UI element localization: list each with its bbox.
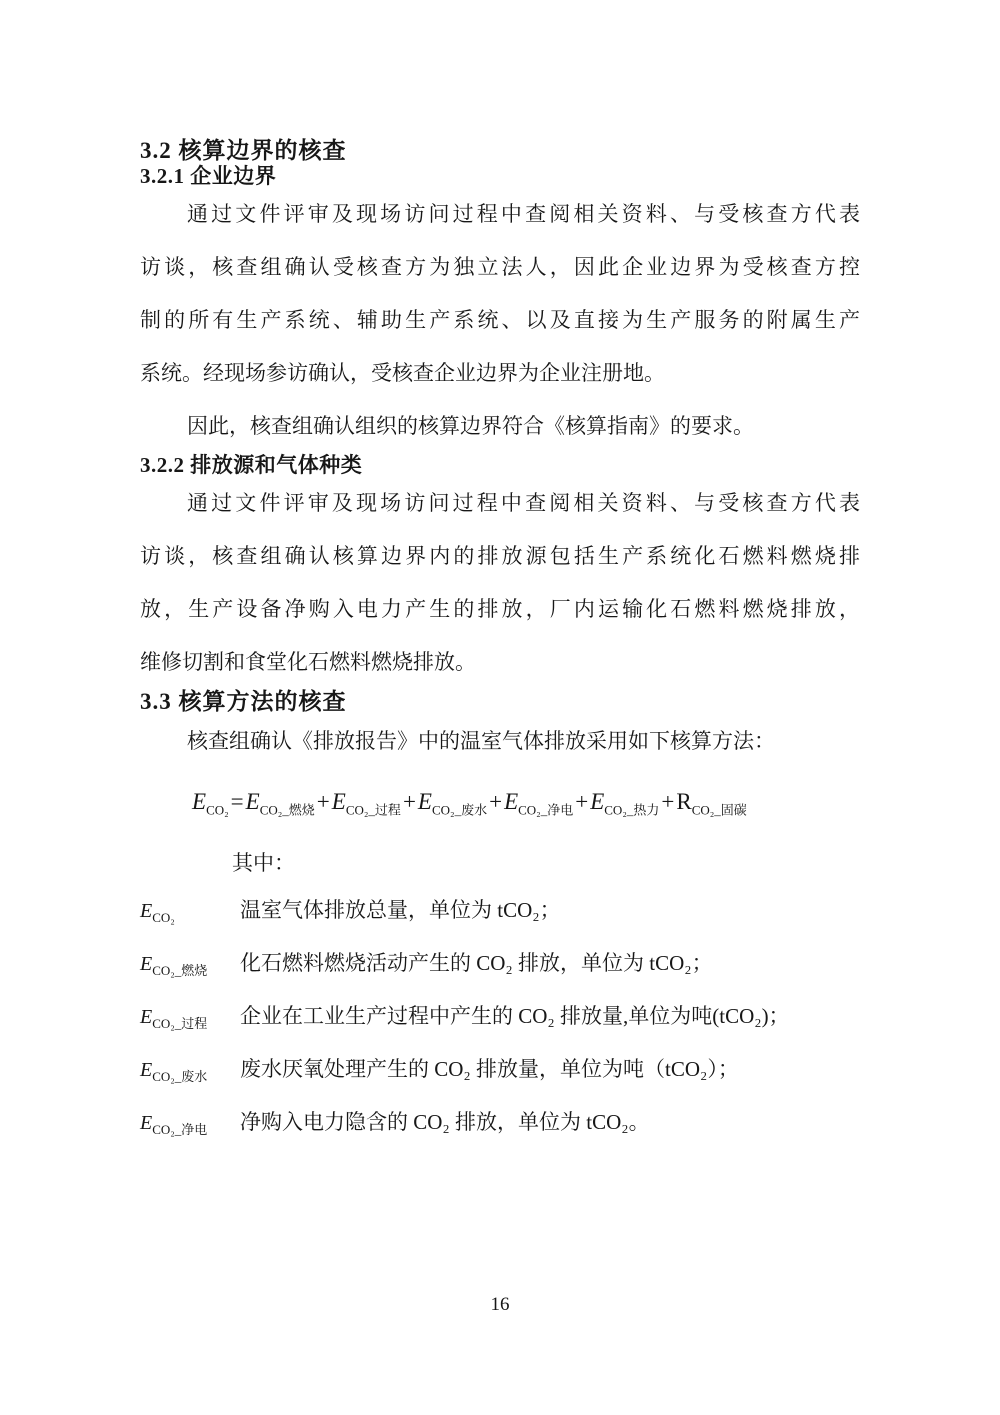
definition-row bbox=[140, 1043, 860, 1096]
definition-text: 废水厌氧处理产生的 CO₂ 排放量，单位为吨（tCO₂）； bbox=[240, 1056, 739, 1081]
symbol-subscript: CO₂_燃烧 bbox=[152, 962, 208, 978]
symbol-base: E bbox=[140, 899, 153, 922]
formula-subscript: CO₂_热力 bbox=[604, 802, 660, 818]
formula-subscript: CO₂ bbox=[206, 802, 229, 818]
text-line: 维修切割和食堂化石燃料燃烧排放。 bbox=[140, 650, 476, 674]
formula-symbol: E bbox=[331, 789, 346, 814]
heading-3-3: 3.3 核算方法的核查 bbox=[140, 689, 347, 714]
formula-term bbox=[401, 789, 488, 818]
formula-operator: + bbox=[316, 789, 330, 814]
definition-text: 温室气体排放总量，单位为 tCO₂； bbox=[240, 897, 561, 922]
symbol-subscript: CO₂ bbox=[152, 909, 175, 925]
formula-term bbox=[315, 789, 401, 818]
formula-subscript: CO₂_净电 bbox=[518, 802, 574, 818]
symbol-base: E bbox=[140, 952, 153, 975]
formula-subscript: CO₂_废水 bbox=[431, 802, 488, 818]
symbol-subscript: CO₂_过程 bbox=[152, 1015, 208, 1031]
heading-3-2-1: 3.2.1 企业边界 bbox=[140, 164, 277, 188]
text-line: 核查组确认《排放报告》中的温室气体排放采用如下核算方法： bbox=[187, 729, 775, 753]
formula-operator: = bbox=[230, 789, 244, 814]
formula-symbol: E bbox=[590, 789, 605, 814]
symbol-subscript: CO₂_净电 bbox=[152, 1121, 208, 1137]
paragraph-enterprise-boundary bbox=[140, 188, 860, 400]
text-line: 访谈，核查组确认核算边界内的排放源包括生产系统化石燃料燃烧排 bbox=[140, 544, 860, 568]
definition-text: 企业在工业生产过程中产生的 CO₂ 排放量,单位为吨(tCO₂)； bbox=[240, 1003, 790, 1028]
formula-operator: + bbox=[575, 789, 589, 814]
formula-symbol: R bbox=[676, 789, 692, 814]
text-line: 系统。经现场参访确认，受核查企业边界为企业注册地。 bbox=[140, 361, 665, 385]
heading-3-2: 3.2 核算边界的核查 bbox=[140, 138, 347, 163]
formula-symbol: E bbox=[192, 789, 207, 814]
formula-term bbox=[659, 789, 747, 818]
text-line: 访谈，核查组确认受核查方为独立法人，因此企业边界为受核查方控 bbox=[140, 255, 860, 279]
definition-symbol bbox=[140, 1097, 240, 1156]
page-number: 16 bbox=[490, 1294, 510, 1315]
co2-emission-formula bbox=[188, 786, 860, 827]
formula-operator: + bbox=[661, 789, 675, 814]
text-line: 通过文件评审及现场访问过程中查阅相关资料、与受核查方代表 bbox=[187, 202, 860, 226]
symbol-subscript: CO₂_废水 bbox=[152, 1068, 208, 1084]
paragraph-boundary-conclusion bbox=[140, 400, 860, 453]
definition-row bbox=[140, 884, 860, 937]
text-line: 制的所有生产系统、辅助生产系统、以及直接为生产服务的附属生产 bbox=[140, 308, 860, 332]
formula-term bbox=[487, 789, 574, 818]
definition-text: 净购入电力隐含的 CO₂ 排放，单位为 tCO₂。 bbox=[240, 1109, 650, 1134]
symbol-base: E bbox=[140, 1005, 153, 1028]
definition-row bbox=[140, 937, 860, 990]
definition-text: 化石燃料燃烧活动产生的 CO₂ 排放，单位为 tCO₂； bbox=[240, 950, 713, 975]
definition-symbol bbox=[140, 938, 240, 997]
definition-symbol bbox=[140, 1044, 240, 1103]
definition-symbol bbox=[140, 885, 240, 944]
definition-row bbox=[140, 1096, 860, 1149]
paragraph-emission-sources bbox=[140, 477, 860, 689]
formula-symbol: E bbox=[417, 789, 432, 814]
formula-subscript: CO₂_过程 bbox=[345, 802, 401, 818]
formula-symbol: E bbox=[504, 789, 519, 814]
formula-operator: + bbox=[402, 789, 416, 814]
formula-term bbox=[573, 789, 660, 818]
heading-3-2-2: 3.2.2 排放源和气体种类 bbox=[140, 453, 363, 477]
paragraph-method-intro bbox=[140, 715, 860, 768]
formula-operator: + bbox=[489, 789, 503, 814]
text-line: 放，生产设备净购入电力产生的排放，厂内运输化石燃料燃烧排放， bbox=[140, 597, 860, 621]
definition-row bbox=[140, 990, 860, 1043]
symbol-definition-list bbox=[140, 884, 860, 1149]
text-line: 通过文件评审及现场访问过程中查阅相关资料、与受核查方代表 bbox=[187, 491, 860, 515]
definition-symbol bbox=[140, 991, 240, 1050]
formula-symbol: E bbox=[245, 789, 260, 814]
formula-term bbox=[188, 789, 229, 818]
formula-term bbox=[229, 789, 315, 818]
symbol-base: E bbox=[140, 1111, 153, 1134]
formula-subscript: CO₂_固碳 bbox=[691, 802, 747, 818]
formula-subscript: CO₂_燃烧 bbox=[259, 802, 315, 818]
where-label: 其中： bbox=[232, 850, 295, 875]
text-line: 因此，核查组确认组织的核算边界符合《核算指南》的要求。 bbox=[187, 414, 754, 438]
symbol-base: E bbox=[140, 1058, 153, 1081]
